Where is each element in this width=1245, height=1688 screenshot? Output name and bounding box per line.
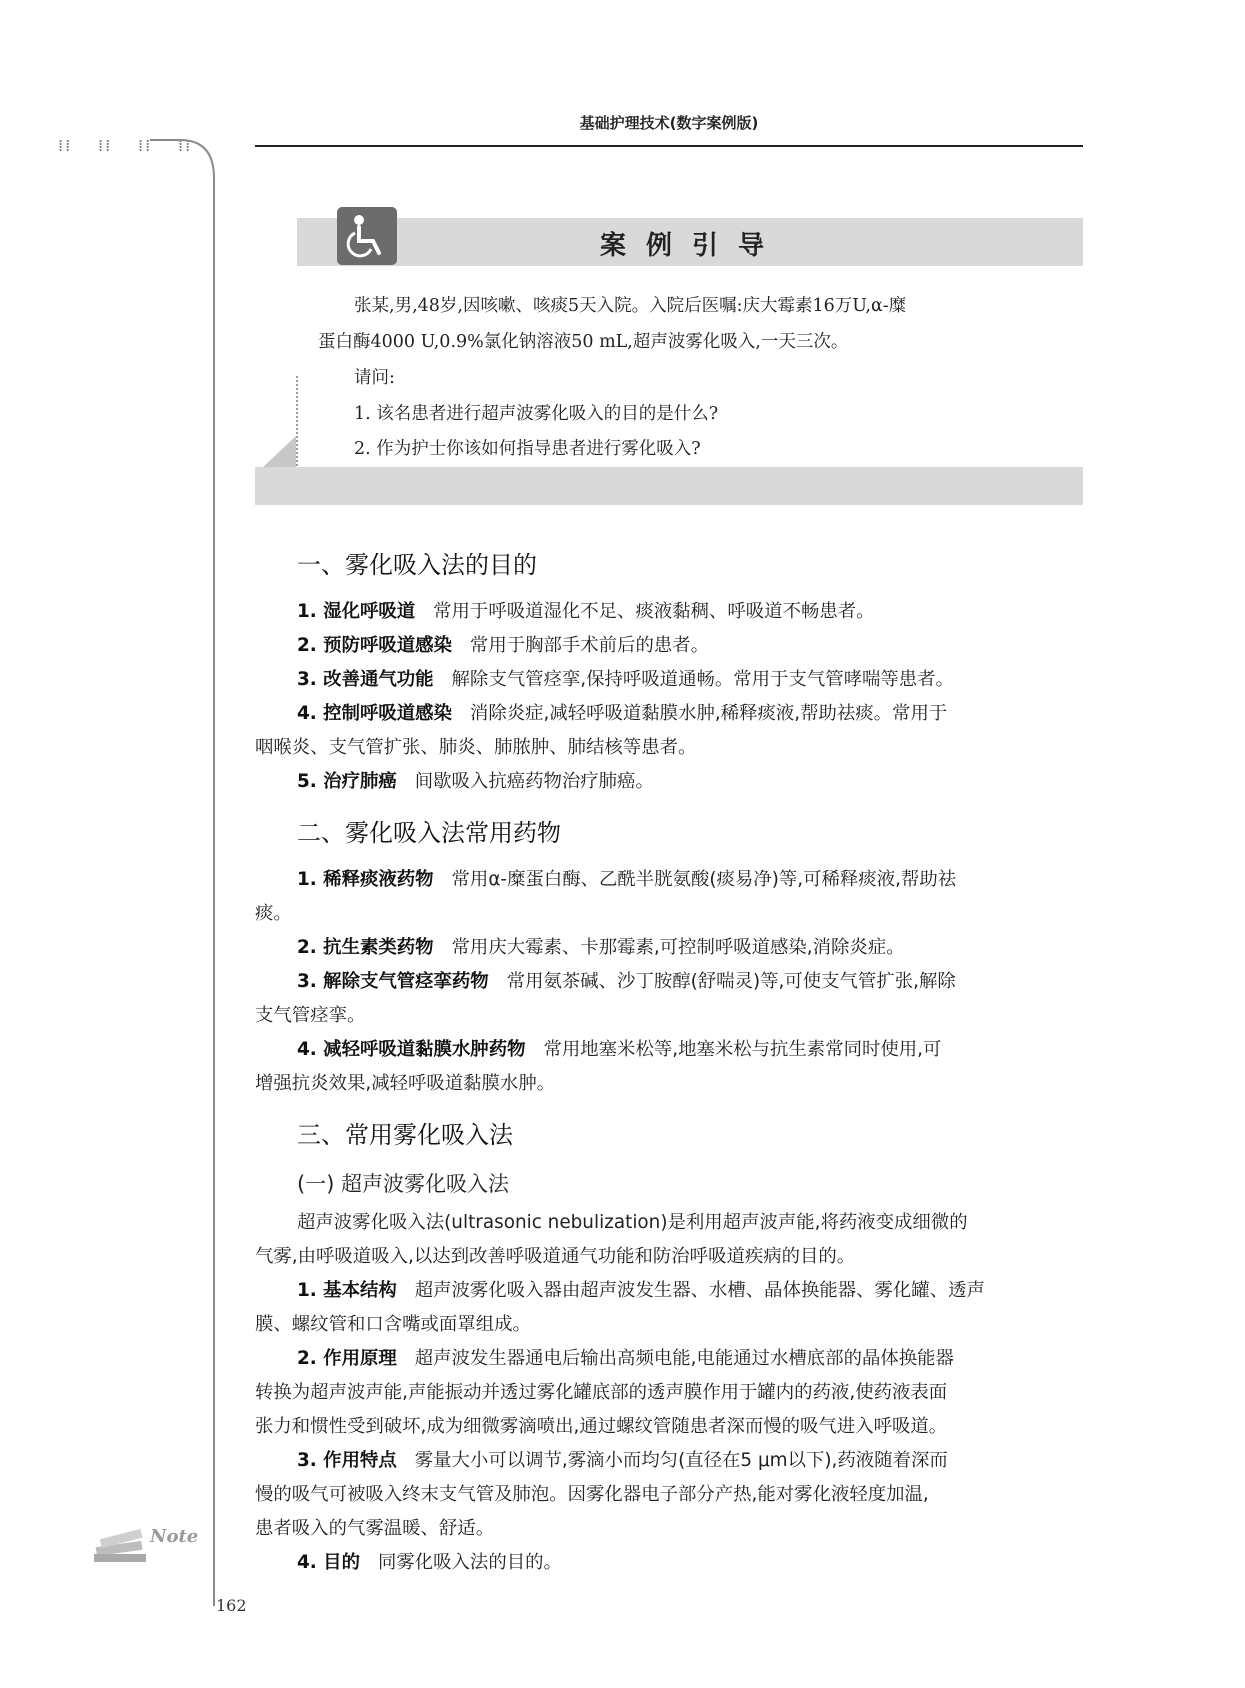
list-item-continuation: 支气管痉挛。 xyxy=(255,1005,366,1026)
case-title: 案例引导 xyxy=(600,231,785,261)
running-header-title: 基础护理技术(数字案例版) xyxy=(579,114,759,132)
note-label: Note xyxy=(150,1526,199,1547)
list-item: 3. 解除支气管痉挛药物 常用氨茶碱、沙丁胺醇(舒喘灵)等,可使支气管扩张,解除 xyxy=(297,971,956,992)
paragraph-line: 气雾,由呼吸道吸入,以达到改善呼吸道通气功能和防治呼吸道疾病的目的。 xyxy=(255,1246,856,1267)
paragraph-line: 超声波雾化吸入法(ultrasonic nebulization)是利用超声波声能,将药液变成细微的 xyxy=(297,1212,968,1233)
list-item-continuation: 张力和惯性受到破坏,成为细微雾滴喷出,通过螺纹管随患者深而慢的吸气进入呼吸道。 xyxy=(255,1416,948,1437)
case-question: 2. 作为护士你该如何指导患者进行雾化吸入? xyxy=(354,439,701,459)
wheelchair-icon xyxy=(337,207,397,265)
case-line: 蛋白酶4000 U,0.9%氯化钠溶液50 mL,超声波雾化吸入,一天三次。 xyxy=(318,332,849,352)
section-heading: 二、雾化吸入法常用药物 xyxy=(297,819,561,847)
list-item: 1. 基本结构 超声波雾化吸入器由超声波发生器、水槽、晶体换能器、雾化罐、透声 xyxy=(297,1280,985,1301)
list-item-continuation: 痰。 xyxy=(255,903,292,924)
list-item: 1. 稀释痰液药物 常用α-糜蛋白酶、乙酰半胱氨酸(痰易净)等,可稀释痰液,帮助祛 xyxy=(297,869,957,890)
list-item: 2. 抗生素类药物 常用庆大霉素、卡那霉素,可控制呼吸道感染,消除炎症。 xyxy=(297,937,905,958)
case-dotted-rule xyxy=(296,376,298,466)
section-heading: 一、雾化吸入法的目的 xyxy=(297,551,537,579)
list-item: 2. 作用原理 超声波发生器通电后输出高频电能,电能通过水槽底部的晶体换能器 xyxy=(297,1348,954,1369)
list-item: 3. 改善通气功能 解除支气管痉挛,保持呼吸道通畅。常用于支气管哮喘等患者。 xyxy=(297,669,954,690)
list-item-continuation: 咽喉炎、支气管扩张、肺炎、肺脓肿、肺结核等患者。 xyxy=(255,737,697,758)
list-item: 4. 控制呼吸道感染 消除炎症,减轻呼吸道黏膜水肿,稀释痰液,帮助祛痰。常用于 xyxy=(297,703,948,724)
list-item: 5. 治疗肺癌 间歇吸入抗癌药物治疗肺癌。 xyxy=(297,771,654,792)
list-item-continuation: 慢的吸气可被吸入终末支气管及肺泡。因雾化器电子部分产热,能对雾化液轻度加温, xyxy=(255,1484,929,1505)
case-line: 张某,男,48岁,因咳嗽、咳痰5天入院。入院后医嘱:庆大霉素16万U,α-糜 xyxy=(354,296,907,316)
list-item-continuation: 增强抗炎效果,减轻呼吸道黏膜水肿。 xyxy=(255,1073,556,1094)
page-number: 162 xyxy=(216,1596,247,1615)
case-question: 1. 该名患者进行超声波雾化吸入的目的是什么? xyxy=(354,404,719,424)
list-item: 3. 作用特点 雾量大小可以调节,雾滴小而均匀(直径在5 μm以下),药液随着深而 xyxy=(297,1450,948,1471)
case-question-label: 请问: xyxy=(354,368,395,388)
list-item-continuation: 膜、螺纹管和口含嘴或面罩组成。 xyxy=(255,1314,531,1335)
case-bottom-bar xyxy=(255,467,1083,505)
list-item: 4. 目的 同雾化吸入法的目的。 xyxy=(297,1552,562,1573)
subsection-heading: (一) 超声波雾化吸入法 xyxy=(297,1172,510,1196)
case-corner-wedge xyxy=(262,436,296,468)
margin-tick-marks: ⁞⁞ ⁞⁞ ⁞⁞ ⁞⁞ xyxy=(58,136,193,155)
margin-rule-curve xyxy=(150,138,230,1608)
list-item: 4. 减轻呼吸道黏膜水肿药物 常用地塞米松等,地塞米松与抗生素常同时使用,可 xyxy=(297,1039,942,1060)
list-item: 2. 预防呼吸道感染 常用于胸部手术前后的患者。 xyxy=(297,635,710,656)
header-rule xyxy=(255,145,1083,147)
list-item-continuation: 患者吸入的气雾温暖、舒适。 xyxy=(255,1518,495,1539)
section-heading: 三、常用雾化吸入法 xyxy=(297,1121,513,1149)
list-item-continuation: 转换为超声波声能,声能振动并透过雾化罐底部的透声膜作用于罐内的药液,使药液表面 xyxy=(255,1382,948,1403)
list-item: 1. 湿化呼吸道 常用于呼吸道湿化不足、痰液黏稠、呼吸道不畅患者。 xyxy=(297,601,875,622)
